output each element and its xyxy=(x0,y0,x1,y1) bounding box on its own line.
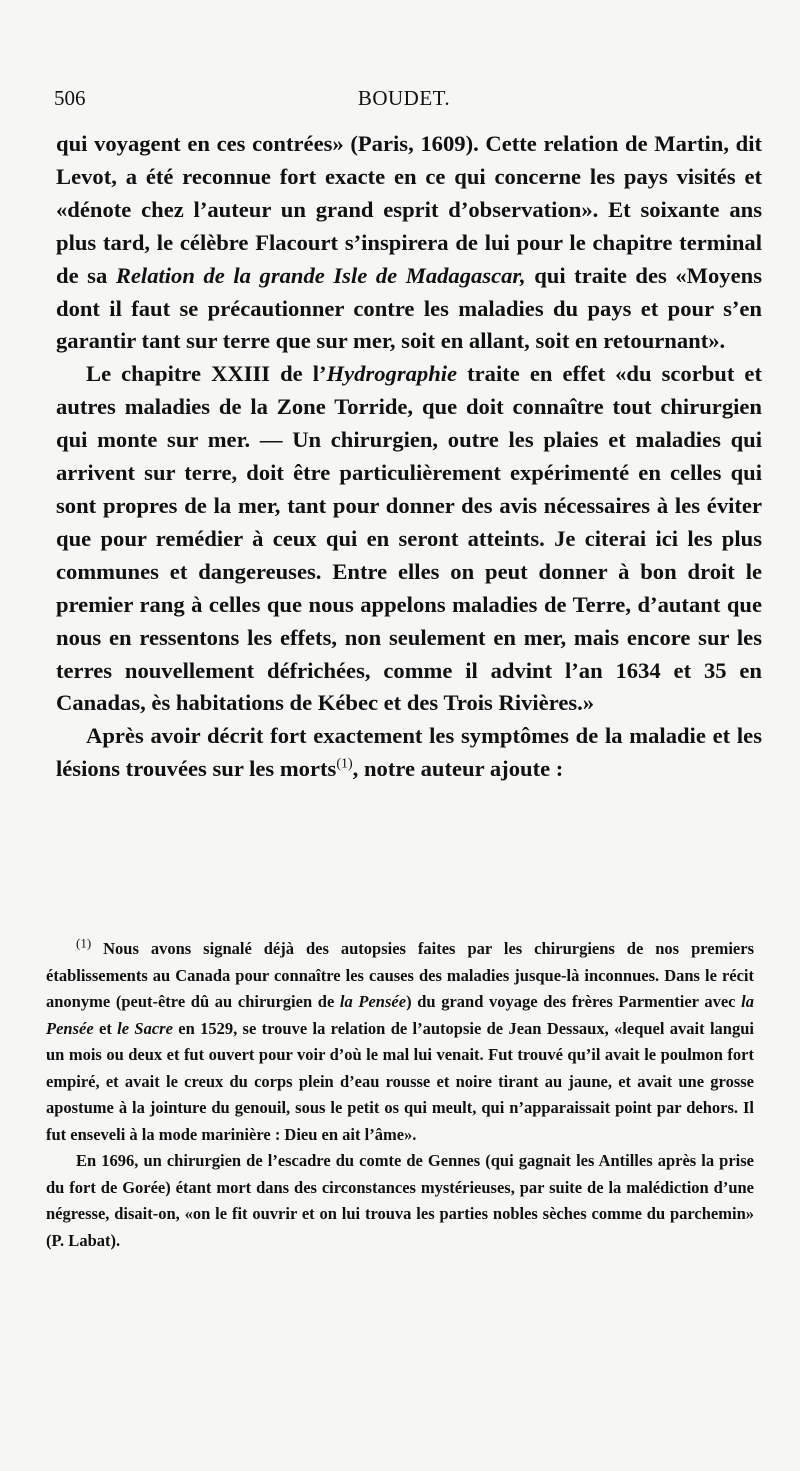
footnote-reference: (1) xyxy=(336,756,353,772)
page-number: 506 xyxy=(54,86,86,110)
paragraph-1 xyxy=(56,128,762,358)
main-text xyxy=(56,128,762,786)
ship-name-sacre: le Sacre xyxy=(117,1018,173,1038)
paragraph-2 xyxy=(56,358,762,720)
paragraph-3 xyxy=(56,720,762,786)
book-title-madagascar: Relation de la grande Isle de Madagascar, xyxy=(115,262,526,288)
running-title: BOUDET. xyxy=(357,86,451,110)
paragraph-1-text-end: qui traite des «Moyens dont il faut se précautionner contre les maladies du pays et pour s’en garantir tant sur terre que sur mer, soit en allant, soit en retournant». xyxy=(56,262,762,354)
footnotes xyxy=(46,936,754,1254)
paragraph-2-text-end: traite en effet «du scorbut et autres maladies de la Zone Torride, que doit connaître tout chirurgien qui monte sur mer. — Un chirurgien, outre les plaies et maladies qui arrivent sur terre, doit être particulièrement expérimenté en celles qui sont propres de la mer, tant pour donner des avis nécessaires à les éviter que pour remédier à ceux qui en seront atteints. Je citerai ici les plus communes et dangereuses. Entre elles on peut donner à bon droit le premier rang à celles que nous appelons maladies de Terre, d’autant que nous en ressentons les effets, non seulement en mer, mais encore sur les terres nouvellement défrichées, comme il advint l’an 1634 et 35 en Canadas, ès habitations de Kébec et des Trois Rivières.» xyxy=(56,361,762,716)
footnote-1-text: et xyxy=(93,1018,118,1038)
footnote-1-text: en 1529, se trouve la relation de l’autopsie de Jean Dessaux, «lequel avait langui un mois ou deux et fut ouvert pour voir d’où le mal lui venait. Fut trouvé qu’il avait le poulmon fort empiré, et avait le creux du corps plein d’eau rousse et noire tirant au jaune, et avait une grosse apostume à la jointure du genouil, sous le petit os qui meult, qui n’apparaissait point par dehors. Il fut enseveli à la mode marinière : Dieu en ait l’âme». xyxy=(46,1018,754,1144)
paragraph-2-text: Le chapitre XXIII de l’ xyxy=(86,361,327,387)
paragraph-3-text-end: , notre auteur ajoute : xyxy=(352,756,564,782)
footnote-1 xyxy=(46,936,754,1148)
footnote-1-text: Nous avons signalé déjà des autopsies faites par les chirurgiens de nos premiers établissements au Canada pour connaître les causes des maladies jusque-là inconnues. Dans le récit anonyme (peut-être dû au chirurgien de xyxy=(46,939,754,1011)
footnote-1-text: ) du grand voyage des frères Parmentier avec xyxy=(406,992,742,1011)
book-title-hydrographie: Hydrographie xyxy=(326,361,458,387)
paragraph-1-text: qui voyagent en ces contrées» (Paris, 1609). Cette relation de Martin, dit Levot, a été reconnue fort exacte en ce qui concerne les pays visités et «dénote chez l’auteur un grand esprit d’observation». Et soixante ans plus tard, le célèbre Flacourt s’inspirera de lui pour le chapitre terminal de sa xyxy=(56,131,762,288)
page-header xyxy=(54,86,754,114)
ship-name-pensee: la Pensée xyxy=(46,992,755,1038)
footnote-marker: (1) xyxy=(76,935,92,951)
footnote-2: En 1696, un chirurgien de l’escadre du comte de Gennes (qui gagnait les Antilles après la prise du fort de Gorée) étant mort dans des circonstances mystérieuses, par suite de la malédiction d’une négresse, disait-on, «on le fit ouvrir et on lui trouva les parties nobles sèches comme du parchemin» (P. Labat). xyxy=(46,1151,754,1250)
paragraph-3-text: Après avoir décrit fort exactement les symptômes de la maladie et les lésions trouvées sur les morts xyxy=(56,723,762,782)
ship-name-pensee: la Pensée xyxy=(339,992,407,1011)
